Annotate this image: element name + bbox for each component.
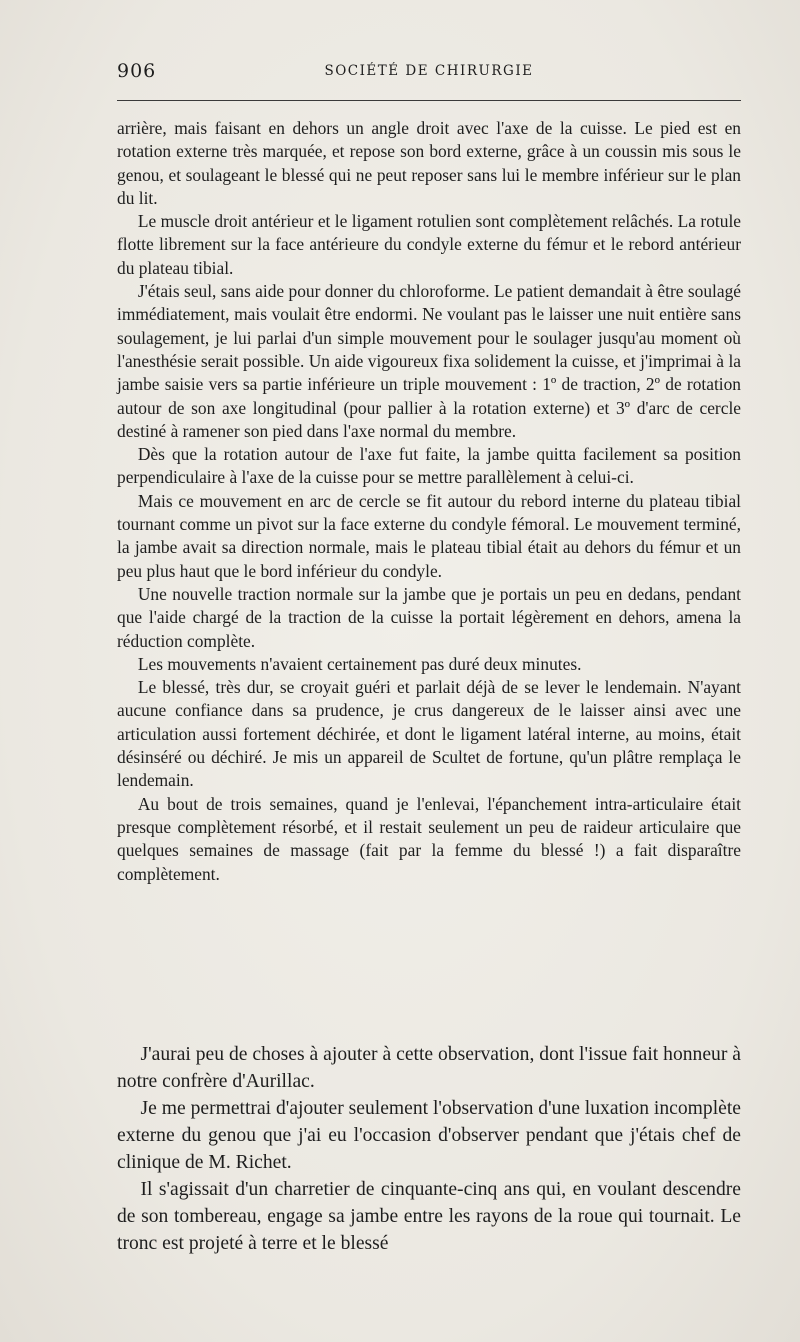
paragraph: Mais ce mouvement en arc de cercle se fit autour du rebord interne du plateau tibial tournant comme un pivot sur la face externe du condyle fémoral. Le mouvement terminé, la jambe avait sa direction normale, mais le plateau tibial était au dehors du fémur et un peu plus haut que le bord inférieur du condyle.	[117, 490, 741, 581]
running-title: SOCIÉTÉ DE CHIRURGIE	[324, 63, 534, 79]
running-header	[117, 60, 741, 86]
paragraph: Les mouvements n'avaient certainement pas duré deux minutes.	[137, 653, 582, 674]
paragraph: Il s'agissait d'un charretier de cinquante-cinq ans qui, en voulant descendre de son tombereau, engage sa jambe entre les rayons de la roue qui tournait. Le tronc est projeté à terre et le blessé	[117, 1179, 741, 1254]
paragraph: Une nouvelle traction normale sur la jambe que je portais un peu en dedans, pendant que l'aide chargé de la traction de la cuisse la portait légèrement en dehors, amena la réduction complète.	[117, 583, 741, 651]
paragraph: arrière, mais faisant en dehors un angle droit avec l'axe de la cuisse. Le pied est en rotation externe très marquée, et repose son bord externe, grâce à un coussin mis sous le genou, et soulageant le blessé qui ne peut reposer sans lui le membre inférieur sur le plan du lit.	[117, 118, 741, 208]
commentary-text	[117, 1041, 741, 1257]
paragraph: Dès que la rotation autour de l'axe fut faite, la jambe quitta facilement sa position perpendiculaire à l'axe de la cuisse pour se mettre parallèlement à celui-ci.	[117, 444, 741, 488]
paragraph: J'aurai peu de choses à ajouter à cette observation, dont l'issue fait honneur à notre confrère d'Aurillac.	[117, 1044, 741, 1092]
paragraph: Au bout de trois semaines, quand je l'enlevai, l'épanchement intra-articulaire était presque complètement résorbé, et il restait seulement un peu de raideur articulaire que quelques semaines de massage (fait par la femme du blessé !) a fait disparaître complètement.	[117, 793, 741, 884]
paragraph: Le blessé, très dur, se croyait guéri et parlait déjà de se lever le lendemain. N'ayant aucune confiance dans sa prudence, je crus dangereux de le laisser ainsi avec une articulation aussi fortement déchirée, et dont le ligament latéral interne, au moins, était désinséré ou déchiré. Je mis un appareil de Scultet de fortune, qu'un plâtre remplaça le lendemain.	[117, 677, 741, 791]
paragraph: J'étais seul, sans aide pour donner du chloroforme. Le patient demandait à être soulagé immédiatement, mais voulait être endormi. Ne voulant pas le laisser une nuit entière sans soulagement, je lui parlai d'un simple mouvement pour le soulager jusqu'au moment où l'anesthésie serait possible. Un aide vigoureux fixa solidement la cuisse, et j'imprimai à la jambe saisie vers sa partie inférieure un triple mouvement : 1º de traction, 2º de rotation autour de son axe longitudinal (pour pallier à la rotation externe) et 3º d'arc de cercle destiné à ramener son pied dans l'axe normal du membre.	[117, 281, 741, 441]
page-number: 906	[117, 60, 157, 82]
paragraph: Je me permettrai d'ajouter seulement l'observation d'une luxation incomplète externe du genou que j'ai eu l'occasion d'observer pendant que j'étais chef de clinique de M. Richet.	[117, 1098, 741, 1173]
paragraph: Le muscle droit antérieur et le ligament rotulien sont complètement relâchés. La rotule flotte librement sur la face antérieure du condyle externe du fémur et le rebord antérieur du plateau tibial.	[117, 211, 741, 278]
header-rule	[117, 100, 741, 101]
observation-text	[117, 117, 741, 886]
